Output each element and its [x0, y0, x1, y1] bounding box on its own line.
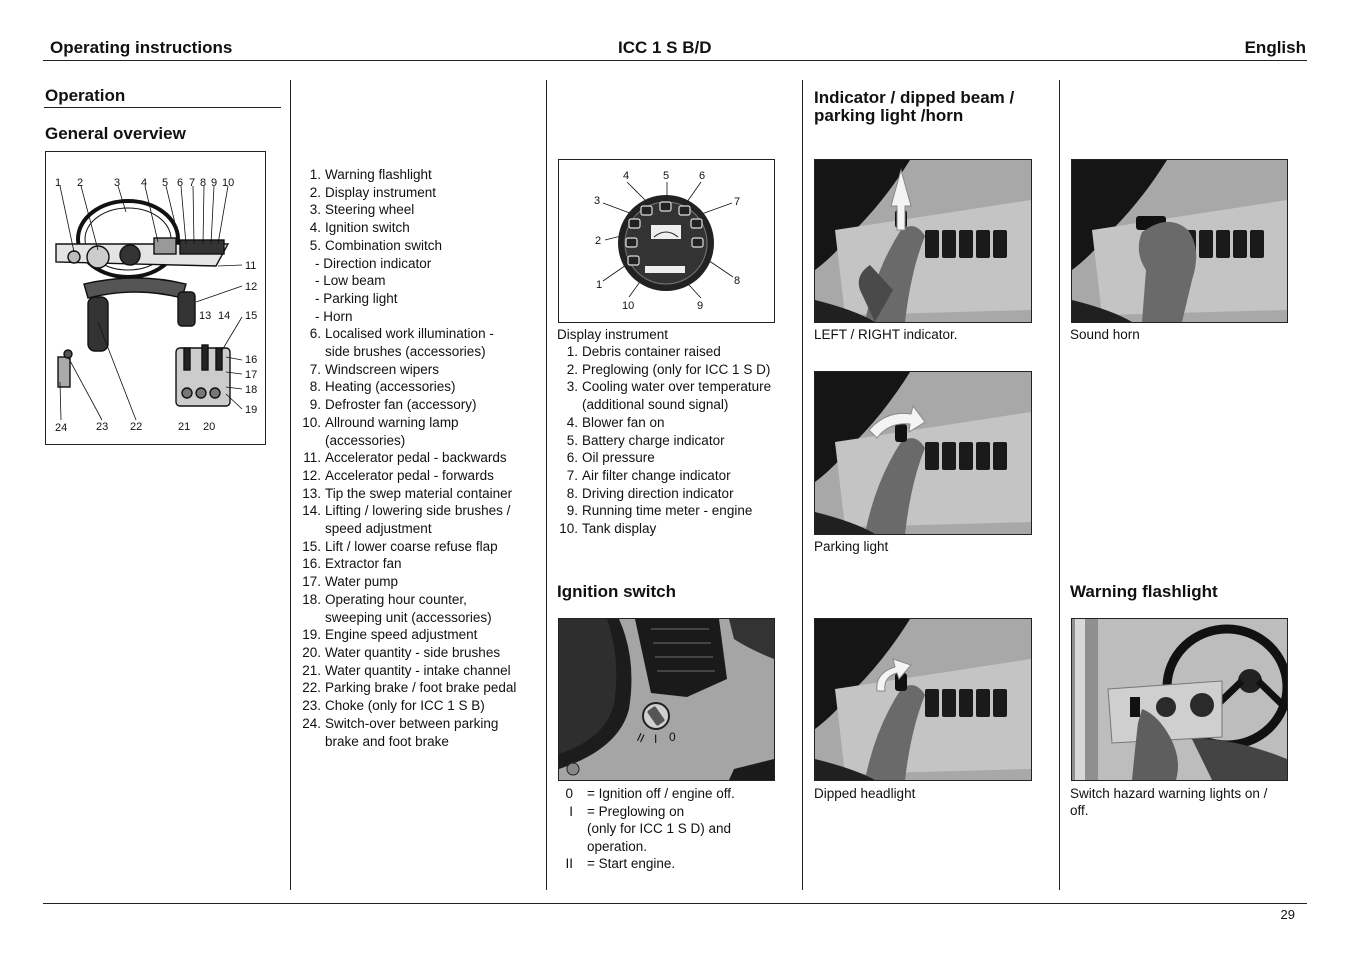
ignition-definition [559, 785, 794, 803]
ignition-definition [559, 838, 794, 856]
list-item-text: (accessories) [325, 432, 406, 448]
gauge-number: 7 [734, 196, 741, 208]
warning-flashlight-title: Warning flashlight [1070, 582, 1218, 601]
list-item-text: Combination switch [325, 237, 443, 253]
list-item-text: Engine speed adjustment [325, 627, 478, 643]
list-item [301, 255, 541, 273]
list-item [558, 378, 796, 396]
diagram-number: 2 [77, 177, 84, 189]
list-item [301, 378, 541, 396]
column-divider [1059, 80, 1060, 890]
diagram-number: 23 [96, 421, 109, 433]
diagram-number: 3 [114, 177, 121, 189]
list-item-number: 22. [302, 680, 321, 696]
list-item-text: Steering wheel [325, 202, 415, 218]
list-item-number: 13. [302, 485, 321, 501]
footer-rule [43, 903, 1307, 904]
list-item-text: Allround warning lamp [325, 414, 459, 430]
diagram-number: 4 [141, 177, 148, 189]
list-item [558, 485, 796, 503]
list-item-text: Localised work illumination - [325, 326, 494, 342]
list-item-text: Tank display [582, 521, 657, 537]
diagram-number: 24 [55, 422, 68, 434]
list-item [558, 414, 796, 432]
definition-text: = Preglowing on [587, 803, 685, 819]
list-item-text: Display instrument [325, 184, 437, 200]
list-item-text: - Low beam [315, 273, 386, 289]
list-item [558, 361, 796, 379]
list-item [558, 520, 796, 538]
list-item [301, 166, 541, 184]
indicator-photo [814, 159, 1032, 323]
header-right: English [1244, 38, 1306, 57]
gauge-number: 6 [699, 170, 706, 182]
list-item-text: side brushes (accessories) [325, 344, 486, 360]
list-item [301, 414, 541, 432]
list-item [301, 272, 541, 290]
list-item [558, 432, 796, 450]
list-item-number: 9. [309, 397, 321, 413]
list-item-text: Driving direction indicator [582, 485, 734, 501]
list-item-text: Accelerator pedal - backwards [325, 450, 507, 466]
sound-horn-caption: Sound horn [1070, 327, 1140, 342]
ignition-definitions [559, 785, 794, 873]
list-item [301, 201, 541, 219]
ignition-definition [559, 803, 794, 821]
list-item-text: Lifting / lowering side brushes / [325, 503, 511, 519]
gauge-number: 4 [623, 170, 630, 182]
ignition-definition [559, 820, 794, 838]
definition-text: (only for ICC 1 S D) and [587, 821, 732, 837]
list-item-text: Heating (accessories) [325, 379, 456, 395]
diagram-number: 22 [130, 421, 143, 433]
list-item-number: 15. [302, 538, 321, 554]
list-item [558, 396, 796, 414]
list-item [301, 520, 541, 538]
dipped-headlight-caption: Dipped headlight [814, 786, 916, 801]
list-item [558, 449, 796, 467]
list-item-number: 7. [309, 361, 321, 377]
definition-text: = Ignition off / engine off. [587, 786, 735, 801]
list-item-text: Tip the swep material container [325, 485, 513, 501]
column-divider [546, 80, 547, 890]
overview-diagram [45, 151, 266, 445]
list-item-number: 9. [566, 503, 578, 519]
list-item [301, 343, 541, 361]
list-item-text: speed adjustment [325, 521, 432, 537]
diagram-number: 15 [245, 310, 258, 322]
list-item [301, 662, 541, 680]
parking-light-photo [814, 371, 1032, 535]
list-item-number: 14. [302, 503, 321, 519]
diagram-number: 7 [189, 177, 196, 189]
list-item-number: 2. [309, 184, 321, 200]
diagram-number: 18 [245, 384, 258, 396]
gauge-number: 8 [734, 275, 741, 287]
display-instrument-diagram [558, 159, 775, 323]
definition-text: = Start engine. [587, 856, 676, 872]
dashboard-line-drawing [46, 152, 265, 444]
list-item-text: Blower fan on [582, 414, 665, 430]
horn-photo-drawing [1072, 160, 1287, 322]
list-item-text: - Parking light [315, 290, 398, 306]
list-item-number: 23. [302, 698, 321, 714]
gauge-number: 1 [596, 279, 603, 291]
warning-flashlight-photo [1071, 618, 1288, 781]
switch-mark-0: 0 [669, 730, 676, 744]
gauge-number: 9 [697, 300, 704, 312]
list-item-number: 7. [566, 467, 578, 483]
gauge-number: 3 [594, 195, 601, 207]
diagram-number: 14 [218, 310, 231, 322]
list-item-number: 5. [309, 237, 321, 253]
definition-key: 0 [565, 786, 573, 801]
header-rule [43, 60, 1307, 61]
list-item [301, 485, 541, 503]
list-item-text: Switch-over between parking [325, 715, 499, 731]
section-subtitle: General overview [45, 124, 186, 143]
list-item [301, 361, 541, 379]
list-item [558, 502, 796, 520]
list-item-number: 8. [566, 485, 578, 501]
list-item-text: Choke (only for ICC 1 S B) [325, 698, 485, 714]
list-item-number: 24. [302, 715, 321, 731]
list-item-text: brake and foot brake [325, 733, 449, 749]
list-item-text: - Horn [315, 308, 353, 324]
list-item-number: 8. [309, 379, 321, 395]
display-instrument-title: Display instrument [557, 327, 669, 342]
list-item-number: 6. [309, 326, 321, 342]
sound-horn-photo [1071, 159, 1288, 323]
list-item [301, 644, 541, 662]
list-item-number: 10. [559, 521, 578, 537]
column-divider [290, 80, 291, 890]
list-item-number: 10. [302, 414, 321, 430]
list-item [301, 237, 541, 255]
diagram-number: 21 [178, 421, 191, 433]
header-center: ICC 1 S B/D [618, 38, 712, 57]
list-item [558, 343, 796, 361]
diagram-number: 1 [55, 177, 62, 189]
warning-photo-drawing [1072, 619, 1287, 780]
switch-mark-i: I [654, 732, 658, 746]
list-item [558, 467, 796, 485]
list-item-number: 16. [302, 556, 321, 572]
diagram-number: 19 [245, 404, 258, 416]
diagram-number: 13 [199, 310, 212, 322]
list-item [301, 449, 541, 467]
ignition-switch-title: Ignition switch [557, 582, 676, 601]
diagram-number: 16 [245, 354, 258, 366]
list-item-number: 2. [566, 361, 578, 377]
list-item-text: Water quantity - side brushes [325, 644, 501, 660]
indicator-title-line2: parking light /horn [814, 106, 964, 125]
list-item [301, 184, 541, 202]
list-item-text: sweeping unit (accessories) [325, 609, 492, 625]
list-item-text: Ignition switch [325, 220, 410, 236]
page-number: 29 [1280, 907, 1295, 922]
list-item [301, 679, 541, 697]
definition-key: I [569, 803, 573, 819]
list-item [301, 609, 541, 627]
display-instrument-list [558, 343, 796, 538]
gauge-number: 5 [663, 170, 670, 182]
list-item-text: Parking brake / foot brake pedal [325, 680, 517, 696]
gauge-drawing [559, 160, 774, 322]
list-item-number: 3. [566, 379, 578, 395]
header-left: Operating instructions [50, 38, 233, 57]
list-item-text: Debris container raised [582, 344, 721, 359]
list-item-number: 11. [303, 450, 321, 466]
list-item-text: Cooling water over temperature [582, 379, 772, 395]
indicator-title-line1: Indicator / dipped beam / [814, 88, 1015, 107]
gauge-number: 10 [622, 300, 635, 312]
list-item [301, 733, 541, 751]
list-item-text: Water quantity - intake channel [325, 662, 511, 678]
ignition-photo-drawing [559, 619, 774, 780]
list-item-text: Battery charge indicator [582, 432, 725, 448]
diagram-number: 9 [211, 177, 218, 189]
list-item [301, 290, 541, 308]
list-item [301, 308, 541, 326]
section-title: Operation [45, 86, 126, 105]
list-item-number: 4. [566, 414, 578, 430]
list-item [301, 715, 541, 733]
diagram-number: 20 [203, 421, 216, 433]
list-item [301, 467, 541, 485]
list-item-number: 6. [566, 450, 578, 466]
indicator-photo-drawing [815, 160, 1031, 322]
list-item [301, 538, 541, 556]
list-item-text: Operating hour counter, [325, 591, 467, 607]
list-item-text: (additional sound signal) [582, 397, 729, 413]
indicator-caption: LEFT / RIGHT indicator. [814, 327, 958, 342]
diagram-number: 6 [177, 177, 184, 189]
list-item [301, 396, 541, 414]
list-item-text: Warning flashlight [325, 167, 432, 182]
list-item-text: Water pump [325, 574, 399, 590]
diagram-number: 5 [162, 177, 169, 189]
dipped-photo-drawing [815, 619, 1031, 780]
ignition-definition [559, 855, 794, 873]
section-rule [44, 107, 281, 108]
switch-mark-ii: II [634, 730, 647, 746]
definition-text: operation. [587, 838, 648, 854]
list-item [301, 432, 541, 450]
list-item-text: Oil pressure [582, 450, 655, 466]
diagram-number: 11 [245, 260, 257, 272]
list-item-number: 18. [302, 591, 321, 607]
list-item-text: Windscreen wipers [325, 361, 440, 377]
parking-light-caption: Parking light [814, 539, 889, 554]
list-item [301, 697, 541, 715]
list-item-text: Lift / lower coarse refuse flap [325, 538, 498, 554]
list-item-text: Air filter change indicator [582, 467, 731, 483]
list-item [301, 502, 541, 520]
list-item-number: 19. [302, 627, 321, 643]
list-item-text: Preglowing (only for ICC 1 S D) [582, 361, 771, 377]
list-item-number: 20. [302, 644, 321, 660]
diagram-number: 10 [222, 177, 235, 189]
diagram-number: 8 [200, 177, 207, 189]
diagram-number: 12 [245, 281, 258, 293]
list-item-number: 12. [302, 467, 321, 483]
list-item-number: 17. [302, 574, 321, 590]
list-item-number: 3. [309, 202, 321, 218]
list-item-number: 21. [302, 662, 321, 678]
parking-photo-drawing [815, 372, 1031, 534]
list-item-number: 4. [309, 220, 321, 236]
diagram-number: 17 [245, 369, 258, 381]
list-item [301, 219, 541, 237]
list-item-text: Defroster fan (accessory) [325, 397, 477, 413]
list-item-text: - Direction indicator [315, 255, 432, 271]
list-item-text: Extractor fan [325, 556, 402, 572]
list-item [301, 626, 541, 644]
ignition-switch-photo [558, 618, 775, 781]
list-item-text: Running time meter - engine [582, 503, 753, 519]
list-item [301, 591, 541, 609]
list-item [301, 555, 541, 573]
definition-key: II [565, 856, 573, 872]
list-item-number: 1. [566, 344, 578, 359]
gauge-number: 2 [595, 235, 602, 247]
warning-flashlight-caption-1: Switch hazard warning lights on / [1070, 786, 1268, 801]
dipped-headlight-photo [814, 618, 1032, 781]
component-list [301, 166, 541, 750]
list-item [301, 325, 541, 343]
column-divider [802, 80, 803, 890]
list-item-text: Accelerator pedal - forwards [325, 467, 494, 483]
list-item-number: 1. [309, 167, 321, 182]
list-item [301, 573, 541, 591]
list-item-number: 5. [566, 432, 578, 448]
warning-flashlight-caption-2: off. [1070, 803, 1089, 818]
